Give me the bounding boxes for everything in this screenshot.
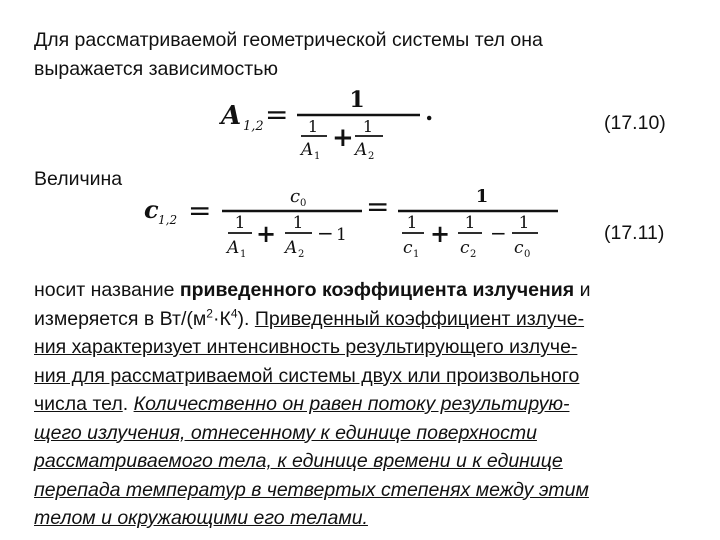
eq2-f1-plus: + [256,219,277,248]
main-paragraph [34,276,694,533]
para-dot: . [122,393,134,415]
para-l2-b: ·К [212,307,231,330]
eq2-f1-one: 1 [336,225,347,245]
underlined-1: Приведенный коэффициент излуче- [254,307,585,330]
eq2-f2-c-var: c [514,238,524,258]
eq2-f2-minus: − [490,221,507,245]
eq1-den-a-sub: 1 [314,151,321,160]
eq1-equals: = [265,98,289,131]
eq2-equals-2: = [366,190,390,223]
equation-number-17-10: (17.10) [604,112,666,134]
eq2-c0-sub: 0 [300,198,307,209]
intro-line-1: Для рассматриваемой геометрической системы тел она [34,29,543,51]
eq2-lhs-sub: 1,2 [158,213,178,227]
eq1-lhs: A [221,101,242,131]
eq2-f1-minus: − [317,221,334,245]
eq2-lhs: c [144,195,159,224]
eq2-f1-b-one: 1 [292,213,304,233]
eq1-den-b-sub: 2 [368,151,375,160]
eq1-lhs-sub: 1,2 [243,119,264,134]
equation-17-10 [215,80,445,160]
eq2-f2-c-one: 1 [518,213,530,233]
italic-underlined-4: перепада температур в четвертых степенях между этим [34,478,589,501]
intro-paragraph [34,26,694,83]
para-sup-2: 2 [206,306,213,320]
eq2-equals-1: = [188,194,212,227]
underlined-2: ния характеризует интенсивность результирующего излуче- [34,336,578,358]
italic-underlined-1: Количественно он равен потоку результирую- [133,393,570,415]
equation-number-17-11: (17.11) [604,222,665,244]
underlined-3: ния для рассматриваемой системы двух или произвольного [34,364,580,387]
eq1-dot: . [425,97,434,126]
eq2-f1-a-one: 1 [234,213,246,233]
intro-line-2: выражается зависимостью [34,57,278,80]
eq2-f1-a-sub: 1 [240,249,247,260]
underlined-4: числа тел [34,393,123,415]
eq2-f2-b-sub: 2 [470,249,477,260]
eq2-f2-a-sub: 1 [413,249,420,260]
eq2-f1-a-var: A [227,238,240,258]
label-velichina: Величина [34,168,123,190]
para-sup-4: 4 [230,306,238,320]
para-l2-a: измеряется в Вт/(м [34,307,207,330]
eq2-f2-a-var: c [403,238,413,258]
eq2-f2-a-one: 1 [406,213,418,233]
eq2-f2-numerator: 1 [475,186,489,207]
para-l2-c: ). [237,307,255,330]
eq2-f2-c-sub: 0 [524,249,531,260]
eq1-numerator: 1 [349,87,365,113]
italic-underlined-2: щего излучения, отнесенному к единице поверхности [34,421,537,444]
eq1-den-b-var: A [355,140,368,160]
eq2-f2-plus: + [430,219,451,248]
term-bold: приведенного коэффициента излучения [179,279,575,301]
eq2-c0: c [290,186,301,207]
equation-17-11 [140,180,560,270]
eq1-den-a-var: A [301,140,314,160]
eq2-f1-b-sub: 2 [298,249,305,260]
eq2-f2-b-one: 1 [464,213,476,233]
para-l1-b: и [574,279,591,301]
eq2-f1-b-var: A [285,238,298,258]
eq1-plus: + [332,123,354,153]
para-l1-a: носит название [34,279,180,301]
eq2-f2-b-var: c [460,238,470,258]
eq1-den-b-one: 1 [362,117,374,136]
italic-underlined-3: рассматриваемого тела, к единице времени и к единице [34,450,563,472]
italic-underlined-5: телом и окружающими его телами. [34,507,368,529]
eq1-den-a-one: 1 [307,117,319,136]
